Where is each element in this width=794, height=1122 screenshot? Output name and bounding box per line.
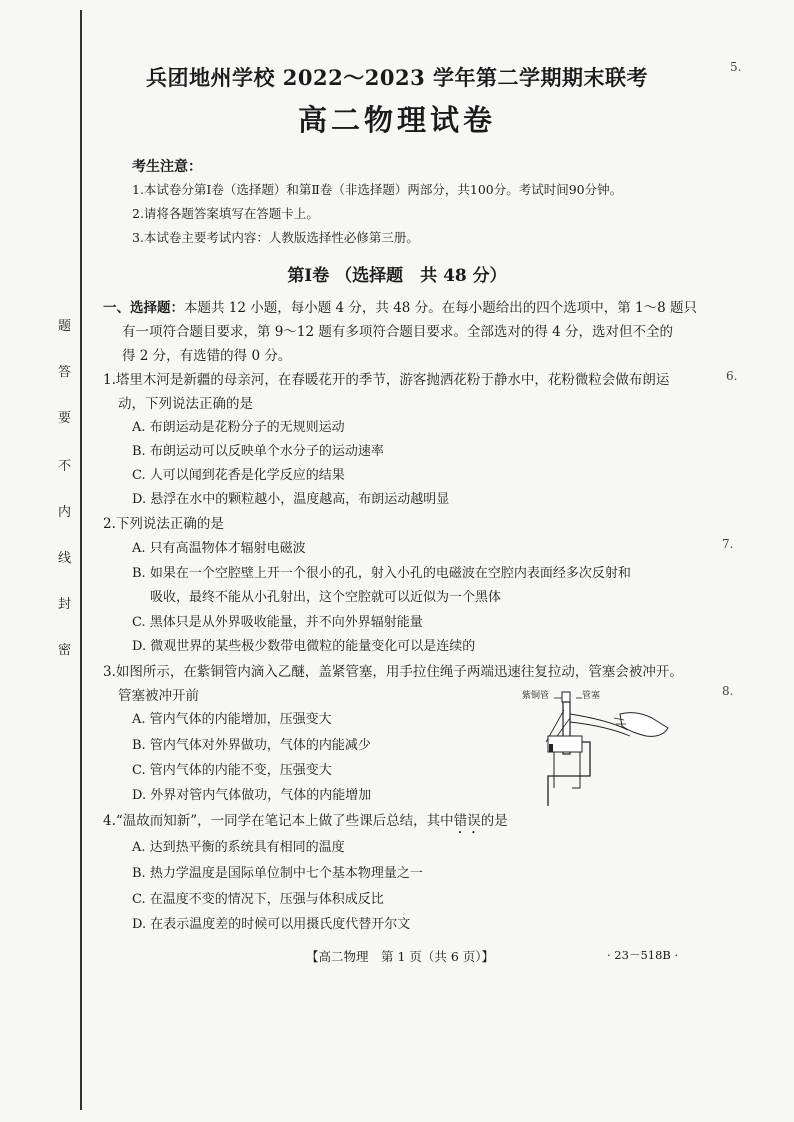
seal-char: 密: [58, 643, 72, 658]
question-1-option-d: D. 悬浮在水中的颗粒越小，温度越高，布朗运动越明显: [132, 492, 450, 507]
question-2-stem: 2.下列说法正确的是: [103, 516, 224, 532]
question-1-stem: 1.塔里木河是新疆的母亲河，在春暖花开的季节，游客抛洒花粉于静水中，花粉微粒会做布朗运: [103, 372, 670, 388]
next-page-fragment: 8.: [722, 684, 734, 698]
seal-char: 题: [58, 319, 72, 334]
instructions-line: [103, 296, 697, 316]
notice-item: 3.本试卷主要考试内容：人教版选择性必修第三册。: [132, 230, 419, 245]
question-1-option-c: C. 人可以闻到花香是化学反应的结果: [132, 468, 345, 483]
page-footer: 【高二物理 第 1 页（共 6 页）】: [306, 949, 495, 964]
question-1-option-a: A. 布朗运动是花粉分子的无规则运动: [132, 420, 345, 435]
exam-code: · 23－518B ·: [607, 948, 679, 962]
notice-item: 2.请将各题答案填写在答题卡上。: [132, 206, 319, 221]
binding-line: [80, 10, 82, 1110]
notice-title: 考生注意：: [132, 159, 202, 175]
apparatus-drawing: [518, 684, 682, 806]
question-2-option-b: B. 如果在一个空腔壁上开一个很小的孔，射入小孔的电磁波在空腔内表面经多次反射和: [132, 566, 631, 581]
question-4-option-d: D. 在表示温度差的时候可以用摄氏度代替开尔文: [132, 917, 411, 932]
question-3-option-d: D. 外界对管内气体做功，气体的内能增加: [132, 788, 372, 803]
question-4-stem: [103, 809, 508, 837]
instructions-line: 得 2 分，有选错的得 0 分。: [122, 348, 292, 364]
figure-label-cap: 管塞: [582, 691, 601, 701]
question-4-option-a: A. 达到热平衡的系统具有相同的温度: [132, 840, 345, 855]
question-4-emphasis: 错误: [453, 813, 481, 829]
next-page-fragment: 7.: [722, 537, 734, 551]
question-3-option-c: C. 管内气体的内能不变，压强变大: [132, 763, 332, 778]
section-title: 第Ⅰ卷 （选择题 共 48 分）: [287, 266, 507, 286]
question-4-option-b: B. 热力学温度是国际单位制中七个基本物理量之一: [132, 866, 423, 881]
question-3-stem: 3.如图所示，在紫铜管内滴入乙醚，盖紧管塞，用手拉住绳子两端迅速往复拉动，管塞会被冲开。: [103, 664, 683, 680]
question-3-option-b: B. 管内气体对外界做功，气体的内能减少: [132, 738, 371, 753]
notice-item: 1.本试卷分第Ⅰ卷（选择题）和第Ⅱ卷（非选择题）两部分，共100分。考试时间90分钟。: [132, 182, 623, 197]
question-4-stem-end: 的是: [480, 813, 508, 829]
instructions-line: 有一项符合题目要求，第 9～12 题有多项符合题目要求。全部选对的得 4 分，选对但不全的: [122, 324, 674, 340]
seal-char: 封: [58, 597, 72, 612]
instructions-text: 本题共 12 小题，每小题 4 分，共 48 分。在每小题给出的四个选项中，第 1～8 题只: [184, 300, 697, 316]
question-2-option-d: D. 微观世界的某些极少数带电微粒的能量变化可以是连续的: [132, 639, 476, 654]
question-2-option-b-cont: 吸收，最终不能从小孔射出，这个空腔就可以近似为一个黑体: [150, 590, 502, 605]
next-page-fragment: 5.: [730, 60, 742, 74]
figure-label-tube: 紫铜管: [522, 691, 550, 701]
question-3-stem: 管塞被冲开前: [118, 688, 199, 704]
question-3-option-a: A. 管内气体的内能增加，压强变大: [132, 712, 332, 727]
copper-tube-figure: [518, 684, 682, 806]
instructions-label: 一、选择题：: [103, 300, 184, 316]
question-1-option-b: B. 布朗运动可以反映单个水分子的运动速率: [132, 444, 384, 459]
question-1-stem: 动，下列说法正确的是: [118, 396, 253, 412]
question-2-option-a: A. 只有高温物体才辐射电磁波: [132, 541, 306, 556]
seal-char: 要: [58, 411, 72, 426]
seal-char: 答: [58, 365, 72, 380]
seal-char: 不: [58, 459, 72, 474]
question-2-option-c: C. 黑体只是从外界吸收能量，并不向外界辐射能量: [132, 615, 423, 630]
seal-char: 线: [58, 551, 72, 566]
next-page-fragment: 6.: [726, 369, 738, 383]
exam-title: 高二物理试卷: [297, 103, 496, 137]
exam-header: 兵团地州学校 2022～2023 学年第二学期期末联考: [145, 65, 648, 90]
seal-char: 内: [58, 505, 72, 520]
question-4-stem-text: 4.“温故而知新”，一同学在笔记本上做了些课后总结，其中: [103, 813, 454, 829]
question-4-option-c: C. 在温度不变的情况下，压强与体积成反比: [132, 892, 384, 907]
